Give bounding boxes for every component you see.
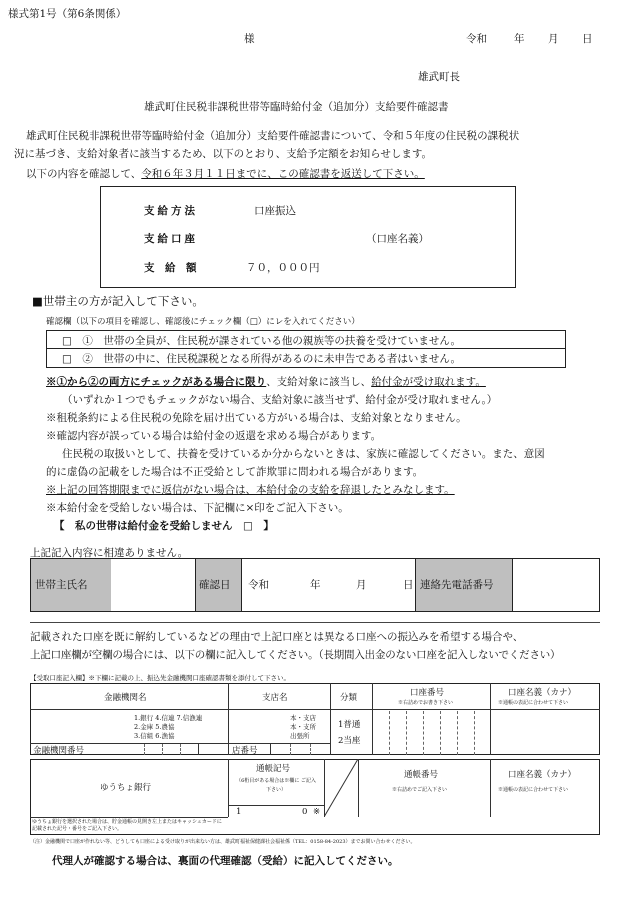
check-instruction: 確認欄（以下の項目を確認し、確認後にチェック欄（□）にレを入れてください）: [46, 317, 360, 327]
check-item-2[interactable]: □ ② 世帯の中に、住民税課税となる所得があるのに未申告である者はいません。: [62, 353, 462, 365]
type-current[interactable]: 2当座: [338, 736, 361, 746]
addressee-suffix: 様: [244, 33, 255, 45]
bank-code-dash-2: [162, 744, 163, 755]
agent-note: 代理人が確認する場合は、裏面の代理確認（受給）に記入してください。: [52, 855, 399, 867]
bank-kind-2[interactable]: 2.金庫 5.農協: [134, 723, 175, 731]
note-5: ※上記の回答期限までに返信がない場合は、本給付金の支給を辞退したとみなします。: [46, 484, 455, 496]
bango-sub: ※右詰めでご記入下さい: [392, 787, 448, 793]
h-bank-name: 金融機関名: [104, 693, 147, 703]
acc-dash-5: [457, 711, 458, 755]
checklist-divider: [46, 348, 566, 349]
section-divider: [30, 622, 600, 623]
payment-account-name-label: （口座名義）: [366, 233, 429, 245]
kigou-last-digit: 0: [302, 807, 308, 817]
acc-dash-6: [474, 711, 475, 755]
payment-method-label: 支給方法: [144, 205, 198, 217]
confirm-statement: 上記記入内容に相違ありません。: [30, 547, 189, 559]
bank-footnote: （注）金融機関で口座が作れない等、どうしても口座による受け取りが出来ない方は、雄武町福祉保健課社会福祉係（TEL：0158-84-2023）までお問い合わせください。: [30, 839, 416, 845]
date-year: 年: [514, 33, 525, 45]
yucho-col-line-3: [358, 759, 359, 817]
yucho-note-line: [30, 817, 228, 818]
payment-amount-label: 支 給 額: [144, 262, 197, 274]
yucho-col-line-4: [490, 759, 491, 817]
yucho-bank-name: ゆうちょ銀行: [100, 783, 152, 793]
head-name-label: 世帯主氏名: [35, 579, 88, 591]
yucho-holder-sub: ※通帳の表記に合わせて下さい: [498, 787, 569, 793]
refuse-checkbox[interactable]: 【 私の世帯は給付金を受給しません □ 】: [54, 520, 274, 532]
alt-account-line-2: 上記口座欄が空欄の場合には、以下の欄に記入してください。（長期間入出金のない口座を記入しないでください）: [30, 649, 561, 661]
deadline-pre: 以下の内容を確認して、: [26, 168, 142, 180]
payment-amount-value: ７０，０００円: [246, 262, 320, 274]
phone-input[interactable]: [513, 559, 599, 611]
deadline-date: 令和６年３月１１日までに、この確認書を返送して下さい。: [141, 168, 425, 180]
type-ordinary[interactable]: 1普通: [338, 720, 361, 730]
intro-line-2: 況に基づき、支給対象者に該当するため、以下のとおり、支給予定額をお知らせします。: [14, 148, 433, 160]
bank-kind-1[interactable]: 1.銀行 4.信連 7.信漁連: [134, 714, 203, 722]
note-4b: 的に虚偽の記載をした場合は不正受給として詐欺罪に問われる場合があります。: [46, 466, 424, 478]
document-title: 雄武町住民税非課税世帯等臨時給付金（追加分）支給要件確認書: [144, 101, 449, 113]
note-4a: 住民税の取扱いとして、扶養を受けているか分からないときは、家族に確認してください。また、意図: [62, 448, 545, 460]
h-kigou: 通帳記号: [256, 764, 291, 774]
note-6: ※本給付金を受給しない場合は、下記欄に×印をご記入下さい。: [46, 502, 349, 514]
h-bango: 通帳番号: [404, 770, 439, 780]
bank-header-line: [30, 709, 600, 710]
note-2: ※租税条約による住民税の免除を届け出ている方がいる場合は、支給対象となりません。: [46, 412, 467, 424]
kigou-sub: （6桁目がある場合は※欄に ご記入下さい）: [236, 778, 316, 793]
h-account-type: 分類: [340, 693, 358, 703]
note-3: ※確認内容が誤っている場合は給付金の返還を求める場合があります。: [46, 430, 382, 442]
confirm-day: 日: [403, 579, 414, 591]
h-account-holder-sub: ※通帳の表記に合わせて下さい: [498, 700, 569, 706]
alt-account-line-1: 記載された口座を既に解約しているなどの理由で上記口座とは異なる口座への振込みを希望する場合や、: [30, 631, 524, 643]
head-name-input[interactable]: [111, 559, 195, 611]
bank-col-line-3: [372, 683, 373, 755]
h-account-holder: 口座名義（カナ）: [508, 688, 577, 698]
issuer: 雄武町長: [418, 71, 460, 83]
yucho-col-line-1: [228, 759, 229, 817]
note-1-sub: （いずれか１つでもチェックがない場合、支給対象に該当せず、給付金が受け取れません。）: [62, 394, 498, 406]
confirm-date-label: 確認日: [199, 579, 231, 591]
h-account-number-sub: ※右詰めでお書き下さい: [398, 700, 454, 706]
bank-col-line-4: [490, 683, 491, 755]
confirm-year: 年: [310, 579, 321, 591]
acc-dash-3: [423, 711, 424, 755]
bank-col-line-2: [330, 683, 331, 755]
date-day: 日: [582, 33, 593, 45]
branch-code-dash-1: [290, 744, 291, 755]
h-yucho-holder: 口座名義（カナ）: [508, 770, 577, 780]
h-branch-name: 支店名: [262, 693, 288, 703]
branch-kind-3[interactable]: 出張所: [290, 732, 310, 740]
bank-code-dash-1: [144, 744, 145, 755]
bank-kind-3[interactable]: 3.信組 6.漁協: [134, 732, 175, 740]
note-1-middle: 、支給対象に該当し、: [266, 376, 372, 388]
check-item-1[interactable]: □ ① 世帯の全員が、住民税が課されている他の親族等の扶養を受けていません。: [62, 335, 462, 347]
kigou-line: [228, 805, 324, 806]
branch-code-label: 店番号: [232, 746, 258, 756]
bank-code-label: 金融機関番号: [33, 746, 85, 756]
kigou-first-digit: 1: [236, 807, 242, 817]
date-era: 令和: [466, 33, 487, 45]
acc-dash-2: [406, 711, 407, 755]
head-section-heading: ■世帯主の方が記入して下さい。: [32, 294, 204, 308]
bank-code-div: [198, 744, 199, 755]
deadline-notice: [26, 166, 425, 181]
payment-account-label: 支給口座: [144, 233, 198, 245]
acc-dash-1: [389, 711, 390, 755]
h-account-number: 口座番号: [410, 688, 445, 698]
yucho-slash: [324, 759, 358, 817]
branch-kind-2[interactable]: 本・支所: [290, 723, 316, 731]
branch-code-div: [270, 744, 271, 755]
form-number: 様式第1号（第6条関係）: [8, 8, 127, 20]
confirm-era: 令和: [248, 579, 269, 591]
phone-label: 連絡先電話番号: [420, 579, 494, 591]
note-1-condition: ※①から②の両方にチェックがある場合に限り: [46, 376, 267, 388]
note-1-result: 給付金が受け取れます。: [371, 376, 486, 388]
note-1: [46, 374, 486, 389]
date-month: 月: [548, 33, 559, 45]
intro-line-1: 雄武町住民税非課税世帯等臨時給付金（追加分）支給要件確認書について、令和５年度の住民税の課税状: [26, 130, 520, 142]
branch-kind-1[interactable]: 本・支店: [290, 714, 316, 722]
acc-dash-4: [440, 711, 441, 755]
confirm-month: 月: [356, 579, 367, 591]
bank-code-dash-3: [180, 744, 181, 755]
bank-table-caption: 【受取口座記入欄】※下欄に記載の上、振込先金融機関口座確認書類を添付して下さい。: [30, 674, 290, 682]
bank-col-line-1: [228, 683, 229, 755]
branch-code-dash-2: [310, 744, 311, 755]
yucho-note: ゆうちょ銀行を選択された場合は、貯金通帳の見開き左上またはキャッシュカードに記載された記号・番号をご記入下さい。: [32, 819, 222, 832]
payment-method-value: 口座振込: [254, 205, 296, 217]
kigou-kome: ※: [313, 807, 321, 817]
